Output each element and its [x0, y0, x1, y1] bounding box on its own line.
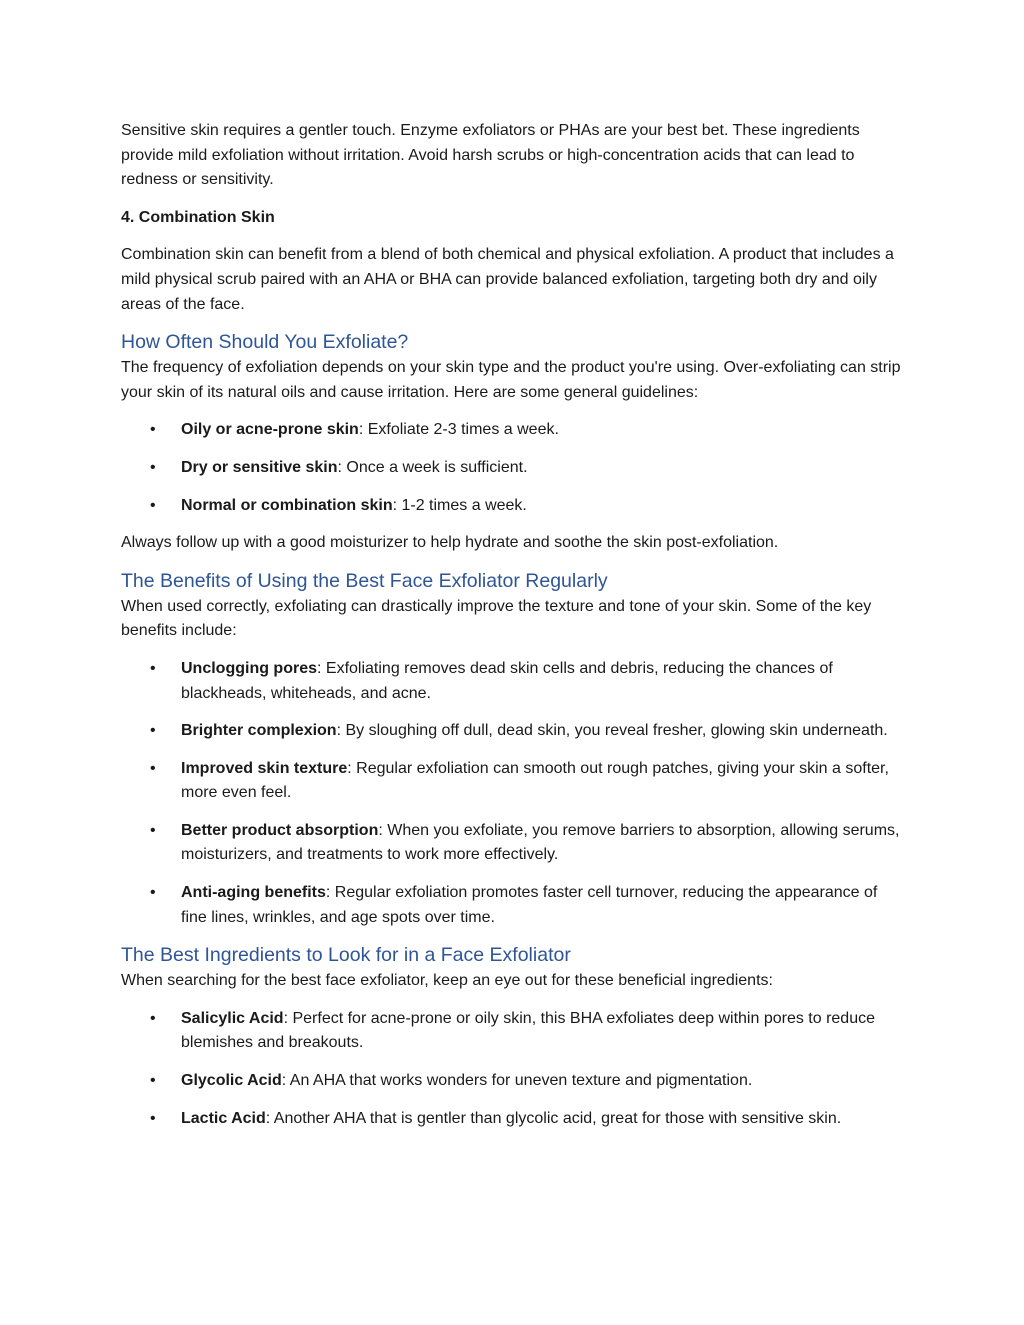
- frequency-intro: The frequency of exfoliation depends on your skin type and the product you're using. Over-exfoliating can strip your skin of its natural oils and cause irritation. Here are some general guidelines:: [121, 359, 901, 401]
- list-item-text: : Exfoliate 2-3 times a week.: [358, 421, 559, 439]
- document-page: [121, 119, 907, 1144]
- list-item-term: Brighter complexion: [181, 722, 337, 740]
- list-item: [121, 757, 907, 806]
- benefits-intro: When used correctly, exfoliating can drastically improve the texture and tone of your skin. Some of the key benefits include:: [121, 597, 872, 640]
- list-item-text: : Regular exfoliation promotes faster cell turnover, reducing the appearance of fine lines, wrinkles, and age spots over time.: [181, 884, 878, 926]
- combination-skin-paragraph: Combination skin can benefit from a blend of both chemical and physical exfoliation. A product that includes a mild physical scrub paired with an AHA or BHA can provide balanced exfoliation, targeting both dry and oily areas of the face.: [121, 246, 894, 313]
- benefits-list: [121, 657, 907, 930]
- list-item: [121, 1007, 907, 1056]
- list-item: [121, 494, 907, 519]
- frequency-closing: Always follow up with a good moisturizer to help hydrate and soothe the skin post-exfoliation.: [121, 534, 779, 552]
- bullet-icon: •: [150, 659, 156, 677]
- bullet-icon: •: [150, 421, 156, 439]
- list-item-term: Oily or acne-prone skin: [181, 421, 359, 439]
- list-item-term: Salicylic Acid: [181, 1009, 284, 1027]
- list-item-term: Glycolic Acid: [181, 1072, 282, 1090]
- list-item-term: Lactic Acid: [181, 1109, 266, 1127]
- bullet-icon: •: [150, 759, 156, 777]
- list-item-term: Dry or sensitive skin: [181, 458, 338, 476]
- list-item-text: : By sloughing off dull, dead skin, you reveal fresher, glowing skin underneath.: [336, 722, 888, 740]
- combination-skin-heading: 4. Combination Skin: [121, 208, 275, 226]
- benefits-heading: The Benefits of Using the Best Face Exfoliator Regularly: [121, 569, 608, 592]
- list-item-text: : When you exfoliate, you remove barriers to absorption, allowing serums, moisturizers, and treatments to work more effectively.: [181, 821, 900, 864]
- list-item-text: : Perfect for acne-prone or oily skin, this BHA exfoliates deep within pores to reduce blemishes and breakouts.: [181, 1009, 875, 1052]
- list-item-text: : Another AHA that is gentler than glycolic acid, great for those with sensitive skin.: [265, 1109, 842, 1127]
- bullet-icon: •: [150, 496, 156, 514]
- list-item-term: Unclogging pores: [181, 659, 317, 677]
- list-item-term: Anti-aging benefits: [181, 884, 326, 902]
- list-item: [121, 819, 907, 868]
- list-item-text: : Regular exfoliation can smooth out rough patches, giving your skin a softer, more even feel.: [181, 759, 889, 802]
- bullet-icon: •: [150, 458, 156, 476]
- frequency-list: [121, 418, 907, 518]
- frequency-heading: How Often Should You Exfoliate?: [121, 331, 409, 354]
- intro-paragraph: Sensitive skin requires a gentler touch. Enzyme exfoliators or PHAs are your best bet. These ingredients provide mild exfoliation without irritation. Avoid harsh scrubs or high-concentration acids that can lead to redness or sensitivity.: [121, 122, 860, 189]
- bullet-icon: •: [150, 821, 156, 839]
- list-item: [121, 456, 907, 481]
- list-item: [121, 719, 907, 744]
- bullet-icon: •: [150, 1072, 156, 1090]
- list-item-term: Improved skin texture: [181, 759, 348, 777]
- list-item-text: : Exfoliating removes dead skin cells and debris, reducing the chances of blackheads, whiteheads, and acne.: [181, 659, 833, 702]
- list-item: [121, 1069, 907, 1094]
- list-item: [121, 1107, 907, 1132]
- list-item: [121, 418, 907, 443]
- bullet-icon: •: [150, 1109, 156, 1127]
- list-item-term: Better product absorption: [181, 821, 379, 839]
- list-item-text: : 1-2 times a week.: [392, 496, 527, 514]
- list-item-text: : An AHA that works wonders for uneven texture and pigmentation.: [281, 1072, 753, 1090]
- ingredients-heading: The Best Ingredients to Look for in a Face Exfoliator: [121, 944, 571, 967]
- list-item-term: Normal or combination skin: [181, 496, 393, 514]
- list-item: [121, 657, 907, 706]
- bullet-icon: •: [150, 884, 156, 902]
- list-item-text: : Once a week is sufficient.: [337, 458, 528, 476]
- ingredients-intro: When searching for the best face exfoliator, keep an eye out for these beneficial ingredients:: [121, 972, 773, 990]
- bullet-icon: •: [150, 1009, 156, 1027]
- bullet-icon: •: [150, 722, 156, 740]
- ingredients-list: [121, 1007, 907, 1131]
- list-item: [121, 881, 907, 930]
